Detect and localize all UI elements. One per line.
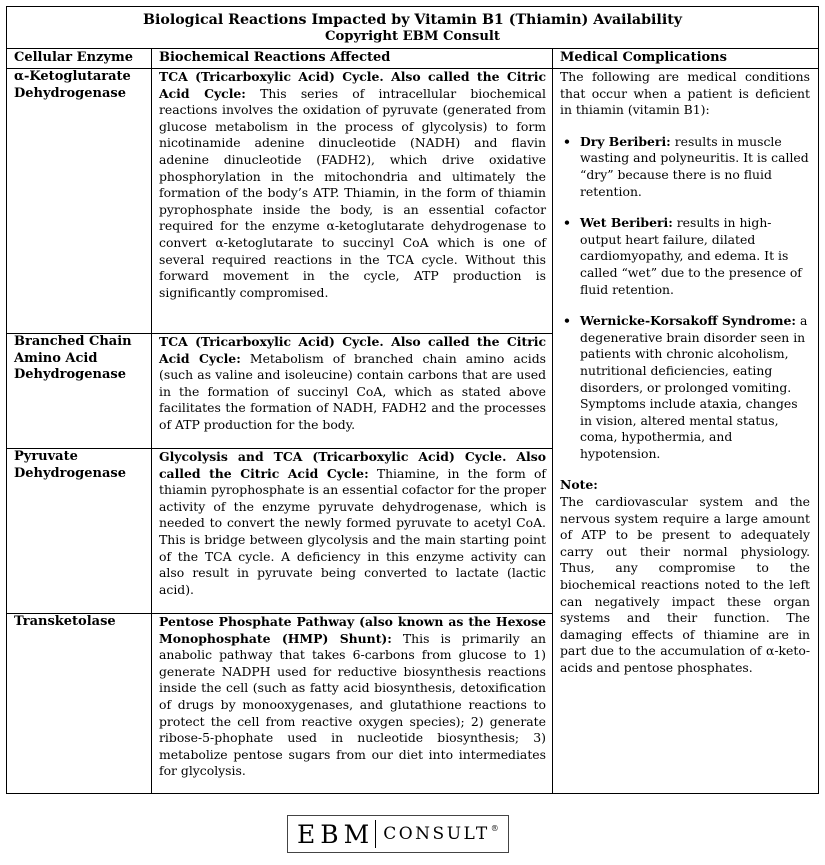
list-item	[560, 134, 810, 200]
header-row	[7, 49, 819, 69]
reaction-cell	[152, 449, 553, 614]
condition-text: results in high-output heart failure, dilated cardiomyopathy, and edema. It is called “wet” due to the presence of fluid retention.	[580, 215, 802, 297]
enzyme-cell: Transketolase	[7, 614, 152, 794]
document-page	[6, 6, 818, 794]
table-row	[7, 69, 819, 334]
copyright-line: Copyright EBM Consult	[325, 29, 501, 44]
registered-mark: ®	[490, 823, 499, 833]
reaction-text: Metabolism of branched chain amino acids (such as valine and isoleucine) contain carbons that are used in the formation of succinyl CoA, which as stated above facilitates the formation of NADH, FADH2 and the processes of ATP production for the body.	[159, 350, 546, 432]
condition-text: a degenerative brain disorder seen in patients with chronic alcoholism, nutritional deficiencies, eating disorders, or prolonged vomiting. Symptoms include ataxia, changes in vision, altered mental status, coma, hypothermia, and hypotension.	[580, 313, 808, 461]
list-item	[560, 215, 810, 298]
complications-intro: The following are medical conditions that occur when a patient is deficient in thiamin (vitamin B1):	[560, 69, 811, 118]
header-medical-complications: Medical Complications	[553, 49, 819, 69]
note-text: The cardiovascular system and the nervous system require a large amount of ATP to be present to adequately carry out their normal physiology. Thus, any compromise to the biochemical reactions noted to the left can negatively impact these organ systems and their function. The damaging effects of thiamine are in part due to the accumulation of α-keto-acids and pentose phosphates.	[560, 494, 811, 675]
ebm-consult-logo	[287, 815, 509, 853]
reaction-title: TCA (Tricarboxylic Acid) Cycle. Also called the Citric Acid Cycle:	[159, 334, 546, 366]
thiamin-reactions-table	[6, 6, 819, 794]
enzyme-cell: Pyruvate Dehydrogenase	[7, 449, 152, 614]
table-title-cell	[7, 7, 819, 49]
complications-cell	[553, 69, 819, 794]
condition-name: Dry Beriberi:	[580, 133, 671, 149]
enzyme-cell: α-Ketoglutarate Dehydrogenase	[7, 69, 152, 334]
reaction-title: TCA (Tricarboxylic Acid) Cycle. Also called the Citric Acid Cycle:	[159, 69, 546, 101]
logo-consult-text: CONSULT	[383, 824, 490, 844]
reaction-title: Pentose Phosphate Pathway (also known as the Hexose Monophosphate (HMP) Shunt):	[159, 614, 546, 646]
condition-name: Wernicke-Korsakoff Syndrome:	[580, 313, 796, 329]
bullet-icon: •	[563, 313, 571, 329]
bullet-icon: •	[563, 133, 571, 149]
title-row	[7, 7, 819, 49]
bullet-icon: •	[563, 215, 571, 231]
condition-text: results in muscle wasting and polyneuritis. It is called “dry” because there is no fluid retention.	[580, 133, 809, 199]
header-biochemical-reactions: Biochemical Reactions Affected	[152, 49, 553, 69]
table-title: Biological Reactions Impacted by Vitamin B1 (Thiamin) Availability	[142, 12, 683, 28]
reaction-text: Thiamine, in the form of thiamin pyrophosphate is an essential cofactor for the proper activity of the enzyme pyruvate dehydrogenase, which is needed to convert the newly formed pyruvate to acetyl CoA. This is bridge between glycolysis and the main starting point of the TCA cycle. A deficiency in this enzyme activity can also result in pyruvate being converted to lactate (lactic acid).	[159, 465, 546, 597]
reaction-text: This is primarily an anabolic pathway that takes 6-carbons from glucose to 1) generate NADPH used for reductive biosynthesis reactions inside the cell (such as fatty acid biosynthesis, detoxification of drugs by monooxygenases, and glutathione reactions to protect the cell from reactive oxygen species); 2) generate ribose-5-phophate used in nucleotide biosynthesis; 3) metabolize pentose sugars from our diet into intermediates for glycolysis.	[159, 630, 546, 779]
reaction-title: Glycolysis and TCA (Tricarboxylic Acid) Cycle. Also called the Citric Acid Cycle:	[159, 449, 546, 481]
header-cellular-enzyme: Cellular Enzyme	[7, 49, 152, 69]
list-item	[560, 313, 810, 462]
condition-name: Wet Beriberi:	[580, 215, 673, 231]
reaction-cell	[152, 69, 553, 334]
enzyme-cell: Branched Chain Amino Acid Dehydrogenase	[7, 334, 152, 449]
reaction-cell	[152, 614, 553, 794]
logo-ebm-text: EBM	[297, 819, 375, 849]
note-label: Note:	[560, 477, 598, 493]
reaction-text: This series of intracellular biochemical reactions involves the oxidation of pyruvate (generated from glucose metabolism in the process of glycolysis) to form nicotinamide adenine dinucleotide (NADH) and flavin adenine dinucleotide (FADH2), which drive oxidative phosphorylation in the mitochondria and ultimately the formation of the body’s ATP. Thiamin, in the form of thiamin pyrophosphate inside the body, is an essential cofactor required for the enzyme α-ketoglutarate dehydrogenase to convert α-ketoglutarate to succinyl CoA which is one of several required reactions in the TCA cycle. Without this forward movement in the cycle, ATP production is significantly compromised.	[159, 85, 546, 300]
logo-divider	[375, 820, 376, 848]
reaction-cell	[152, 334, 553, 449]
complications-list	[560, 134, 810, 463]
